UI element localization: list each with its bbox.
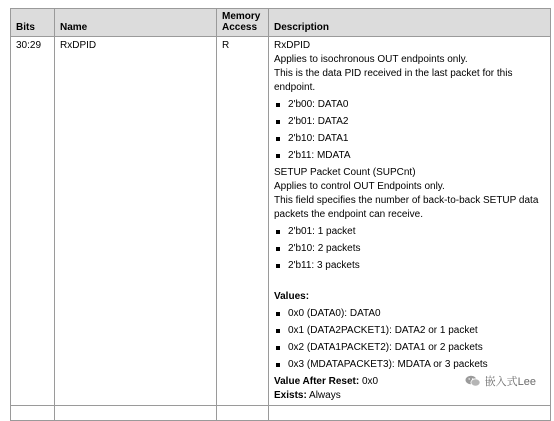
pid-list <box>274 98 545 163</box>
list-item: 2'b01: 1 packet <box>274 225 545 239</box>
desc-line1: Applies to isochronous OUT endpoints only. <box>274 54 468 65</box>
cell-access: R <box>217 37 269 406</box>
cell-bits: 30:29 <box>11 37 55 406</box>
desc-title: RxDPID <box>274 40 311 51</box>
list-item: 0x3 (MDATAPACKET3): MDATA or 3 packets <box>274 358 545 372</box>
setup-title: SETUP Packet Count (SUPCnt) <box>274 167 416 178</box>
list-item: 2'b10: DATA1 <box>274 132 545 146</box>
exists-value: Always <box>309 390 341 401</box>
exists-label: Exists: <box>274 390 307 401</box>
exists-row <box>274 389 545 403</box>
header-access-line2: Access <box>222 22 258 33</box>
list-item: 0x0 (DATA0): DATA0 <box>274 307 545 321</box>
header-access-line1: Memory <box>222 11 261 22</box>
values-list <box>274 307 545 372</box>
list-item: 2'b00: DATA0 <box>274 98 545 112</box>
header-bits: Bits <box>11 9 55 37</box>
table-row <box>11 37 551 406</box>
table-header-row <box>11 9 551 37</box>
spacer <box>274 276 545 290</box>
setup-line1: Applies to control OUT Endpoints only. <box>274 181 445 192</box>
setup-list <box>274 225 545 273</box>
watermark <box>465 373 536 389</box>
setup-line2: This field specifies the number of back-to-back SETUP data packets the endpoint can receive. <box>274 195 539 220</box>
values-label: Values: <box>274 291 310 302</box>
list-item: 2'b01: DATA2 <box>274 115 545 129</box>
header-name: Name <box>55 9 217 37</box>
header-memory-access <box>217 9 269 37</box>
list-item: 2'b11: 3 packets <box>274 259 545 273</box>
header-description: Description <box>269 9 551 37</box>
list-item: 0x2 (DATA1PACKET2): DATA1 or 2 packets <box>274 341 545 355</box>
cell-description <box>269 37 551 406</box>
wechat-icon <box>465 375 481 387</box>
list-item: 0x1 (DATA2PACKET1): DATA2 or 1 packet <box>274 324 545 338</box>
list-item: 2'b10: 2 packets <box>274 242 545 256</box>
watermark-text: 嵌入式Lee <box>484 376 536 388</box>
reset-label: Value After Reset: <box>274 376 360 387</box>
list-item: 2'b11: MDATA <box>274 149 545 163</box>
reset-value: 0x0 <box>362 376 379 387</box>
desc-line2: This is the data PID received in the last packet for this endpoint. <box>274 68 513 93</box>
table-row-next <box>11 406 551 421</box>
cell-name: RxDPID <box>55 37 217 406</box>
register-field-table <box>10 8 551 421</box>
